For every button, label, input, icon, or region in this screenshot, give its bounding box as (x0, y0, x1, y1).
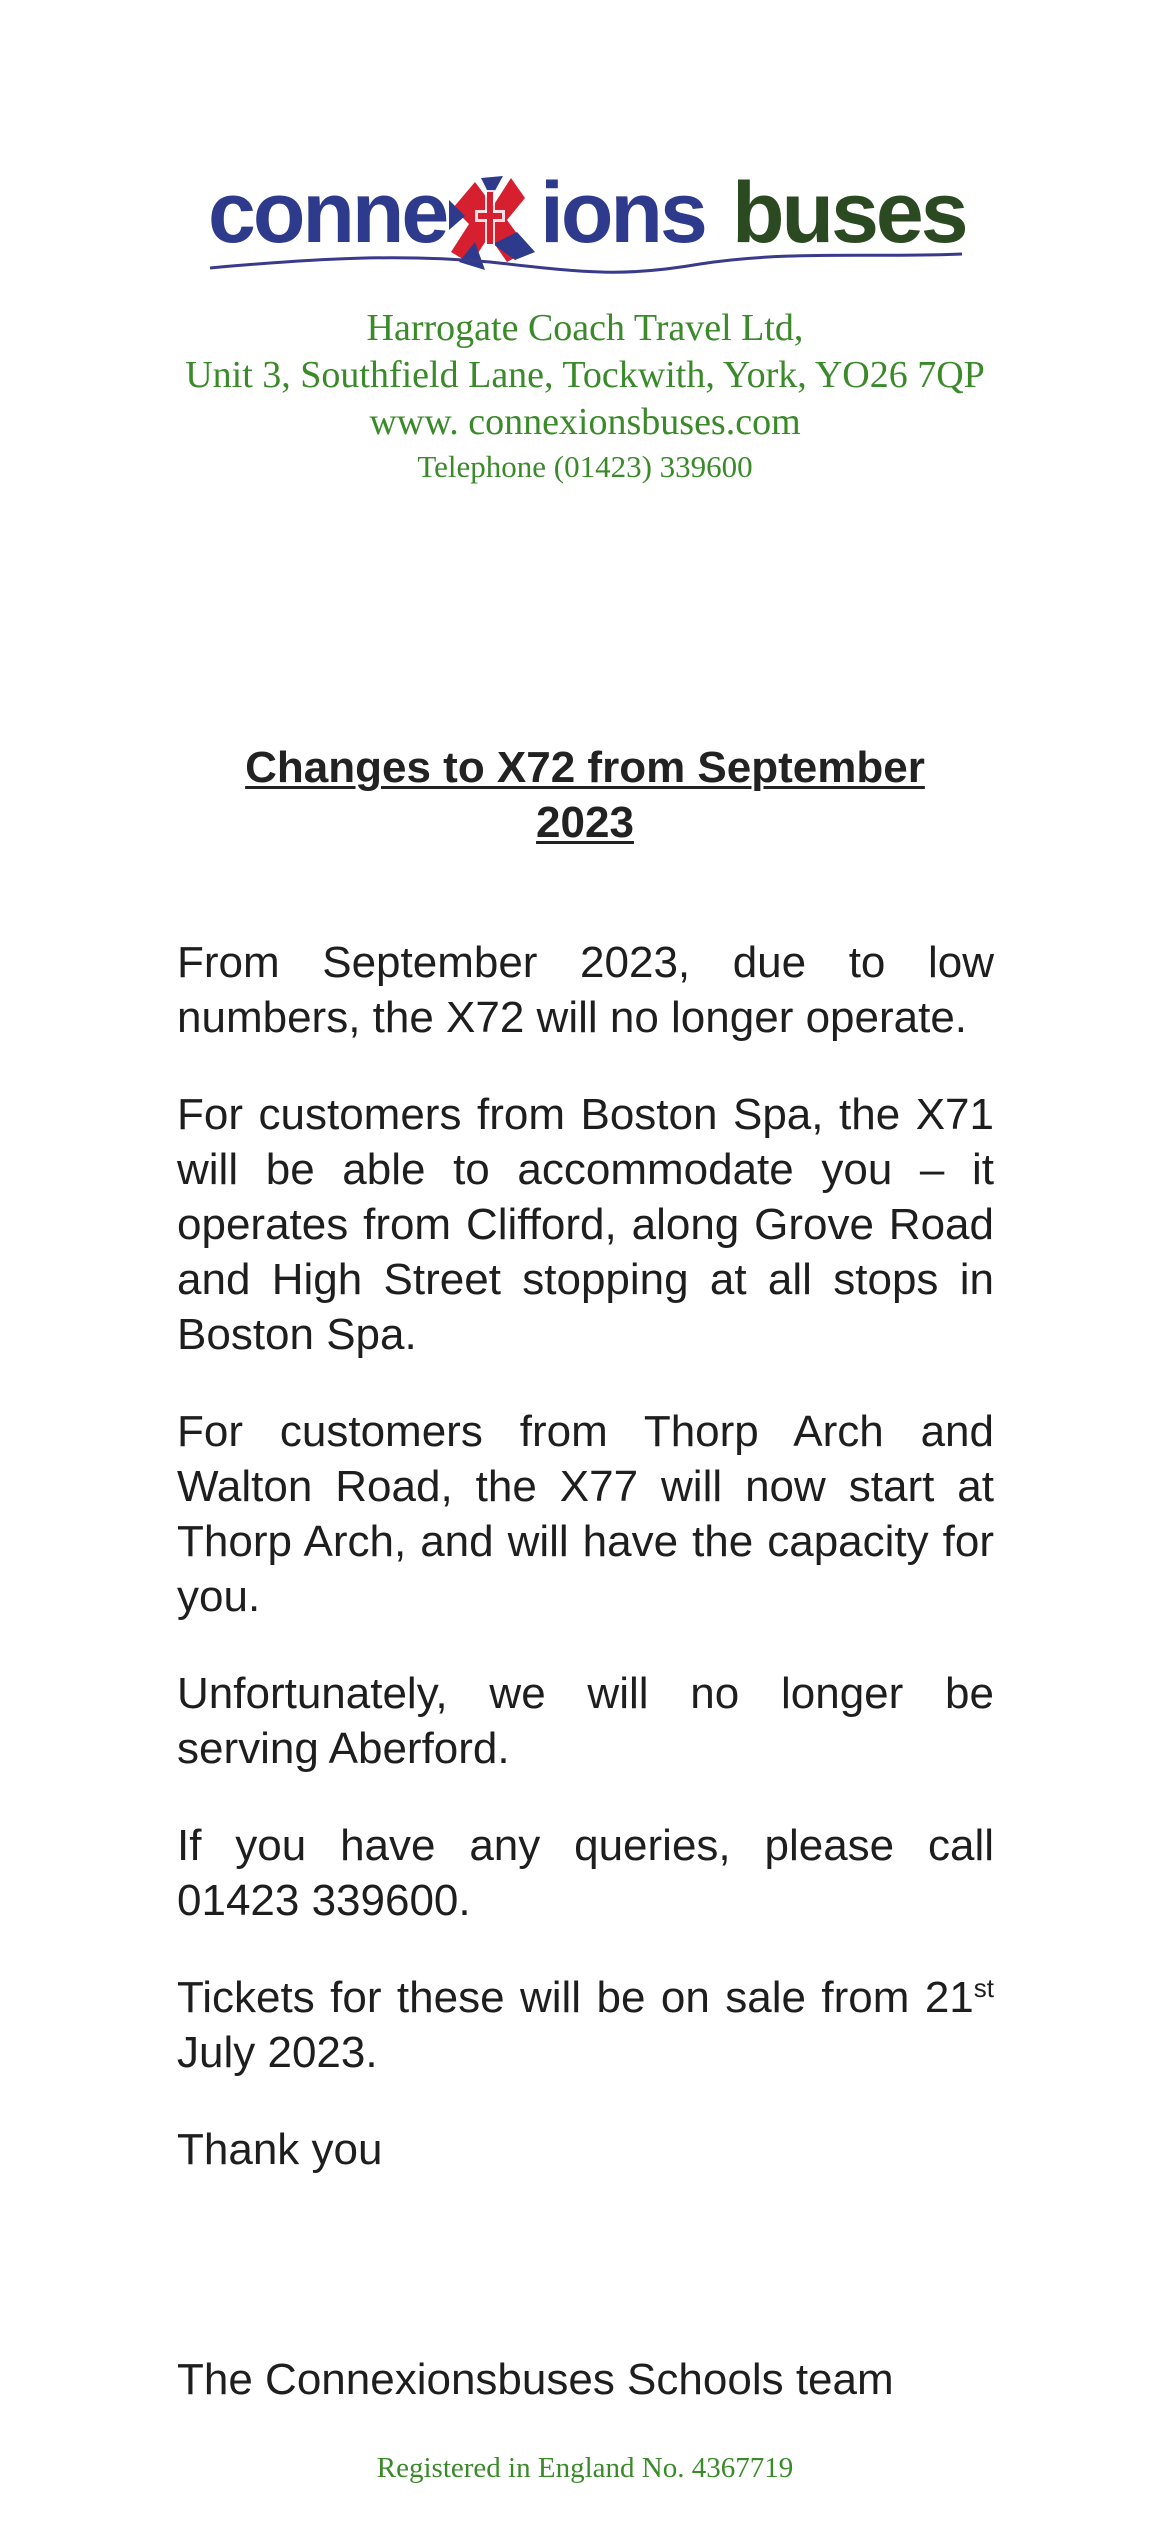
company-address: Unit 3, Southfield Lane, Tockwith, York, YO26 7QP (185, 354, 985, 396)
logo-text-ions: ions (540, 165, 705, 261)
paragraph-tickets (177, 1970, 994, 2080)
tickets-ordinal: st (973, 1973, 994, 2003)
notice-body (177, 935, 994, 2219)
tickets-date: July 2023. (177, 2028, 378, 2077)
signoff: The Connexionsbuses Schools team (177, 2355, 894, 2404)
company-name: Harrogate Coach Travel Ltd, (366, 307, 804, 349)
paragraph-x72-withdrawal: From September 2023, due to low numbers, the X72 will no longer operate. (177, 938, 994, 1042)
registration-footer: Registered in England No. 4367719 (376, 2452, 794, 2484)
tickets-text: Tickets for these will be on sale from 21 (177, 1973, 974, 2022)
paragraph-aberford: Unfortunately, we will no longer be serving Aberford. (177, 1669, 994, 1773)
company-website[interactable]: www. connexionsbuses.com (369, 401, 801, 443)
company-telephone: Telephone (01423) 339600 (417, 449, 753, 484)
paragraph-thorp-arch: For customers from Thorp Arch and Walton Road, the X77 will now start at Thorp Arch, and will have the capacity for you. (177, 1407, 994, 1621)
connexionsbuses-logo (200, 150, 970, 300)
logo-text-conne: conne (208, 165, 447, 261)
paragraph-queries: If you have any queries, please call 01423 339600. (177, 1821, 994, 1925)
union-flag-x-icon (449, 176, 535, 270)
logo-text-buses: buses (732, 165, 966, 261)
notice-title: Changes to X72 from September 2023 (245, 743, 925, 847)
paragraph-boston-spa: For customers from Boston Spa, the X71 will be able to accommodate you – it operates from Clifford, along Grove Road and High Street stopping at all stops in Boston Spa. (177, 1090, 994, 1359)
thank-you: Thank you (177, 2125, 383, 2174)
letterhead (0, 305, 1170, 488)
